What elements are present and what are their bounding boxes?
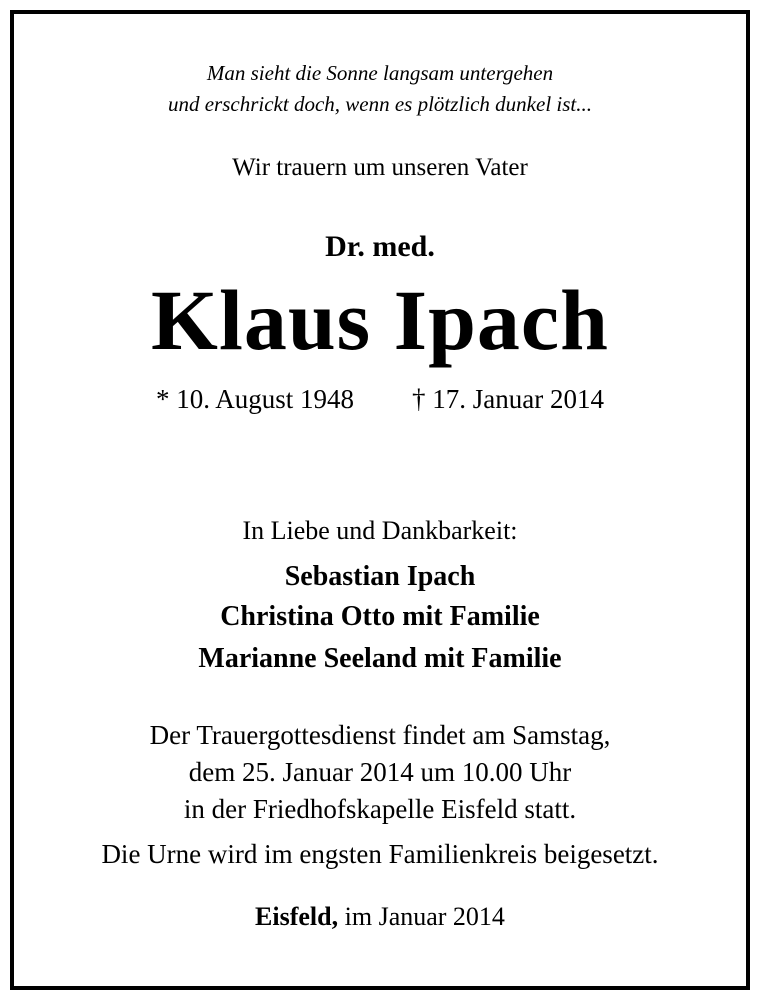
family-member: Christina Otto mit Familie — [220, 601, 540, 632]
life-dates — [0, 386, 760, 413]
deceased-name: Klaus Ipach — [151, 272, 609, 368]
birth-date: * 10. August 1948 — [156, 384, 355, 414]
service-line-2: dem 25. Januar 2014 um 10.00 Uhr — [188, 757, 572, 787]
place-name: Eisfeld, — [255, 902, 339, 931]
death-date: † 17. Januar 2014 — [412, 384, 604, 414]
quote-line-1: Man sieht die Sonne langsam untergehen — [206, 61, 554, 85]
service-line-3: in der Friedhofskapelle Eisfeld statt. — [183, 794, 577, 824]
service-line-1: Der Trauergottesdienst findet am Samstag, — [149, 720, 611, 750]
deceased-title: Dr. med. — [325, 230, 435, 263]
mourning-line: Wir trauern um unseren Vater — [232, 154, 528, 181]
place-date-line — [0, 904, 760, 930]
dedication-line: In Liebe und Dankbarkeit: — [242, 516, 518, 545]
notice-date: im Januar 2014 — [344, 902, 505, 931]
family-member: Marianne Seeland mit Familie — [198, 643, 562, 674]
family-member: Sebastian Ipach — [284, 561, 476, 592]
quote-line-2: und erschrickt doch, wenn es plötzlich dunkel ist... — [167, 92, 592, 116]
service-line-4: Die Urne wird im engsten Familienkreis beigesetzt. — [101, 839, 659, 869]
